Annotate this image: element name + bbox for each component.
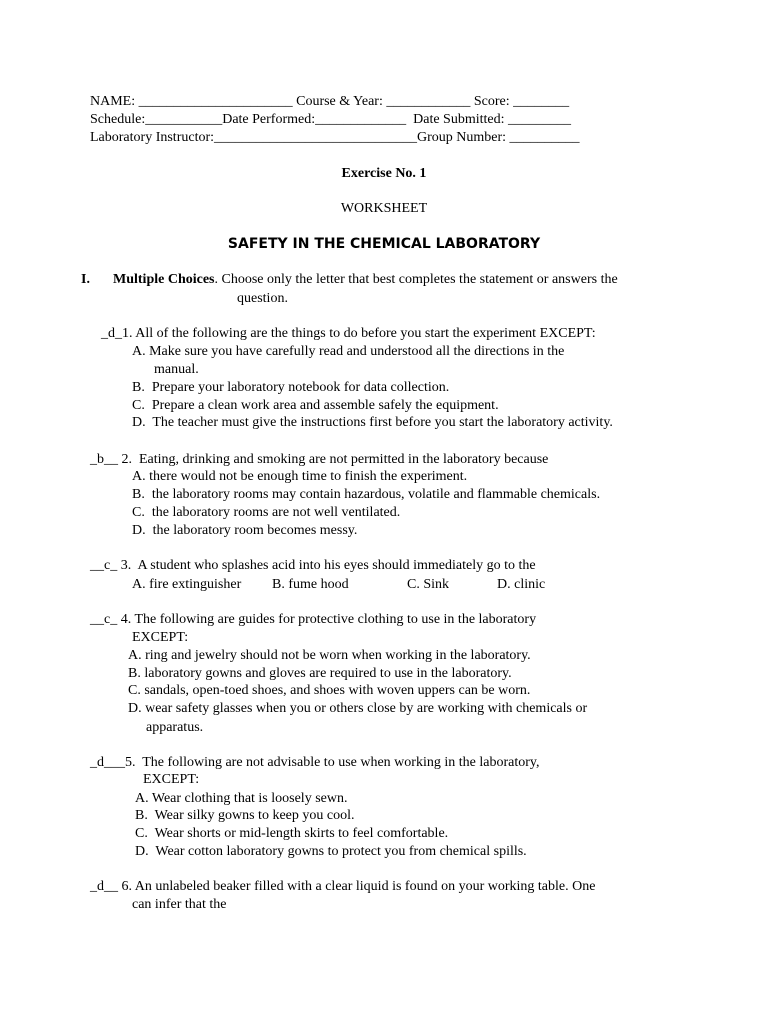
question-1-stem: _d_1. All of the following are the things to do before you start the experiment EXCEPT: [101, 326, 596, 341]
section-numeral: I. [81, 272, 90, 287]
question-6-stem-continued: can infer that the [132, 897, 227, 912]
question-2-choice-d: D. the laboratory room becomes messy. [132, 523, 358, 538]
question-4-choice-d: D. wear safety glasses when you or others close by are working with chemicals or [128, 701, 588, 716]
question-3-choice-b: B. fume hood [272, 577, 349, 592]
question-2-choice-b: B. the laboratory rooms may contain hazardous, volatile and flammable chemicals. [132, 487, 601, 502]
question-5-choice-c: C. Wear shorts or mid-length skirts to feel comfortable. [135, 826, 449, 841]
exercise-number: Exercise No. 1 [341, 166, 427, 181]
question-5-stem-continued: EXCEPT: [143, 772, 200, 787]
section-heading: Multiple Choices [113, 272, 215, 287]
question-1-choice-a-continued: manual. [154, 362, 199, 377]
section-instruction-continued: question. [237, 291, 288, 306]
question-5-choice-b: B. Wear silky gowns to keep you cool. [135, 808, 355, 823]
question-6-stem: _d__ 6. An unlabeled beaker filled with a clear liquid is found on your working table. One [90, 879, 596, 894]
question-1-choice-a: A. Make sure you have carefully read and understood all the directions in the [132, 344, 565, 359]
question-4-stem: __c_ 4. The following are guides for protective clothing to use in the laboratory [90, 612, 537, 627]
question-2-choice-c: C. the laboratory rooms are not well ventilated. [132, 505, 401, 520]
worksheet-title: SAFETY IN THE CHEMICAL LABORATORY [227, 236, 541, 252]
question-5-stem: _d___5. The following are not advisable to use when working in the laboratory, [90, 755, 540, 770]
section-instruction-text: . Choose only the letter that best completes the statement or answers the [214, 272, 618, 287]
question-1-choice-c: C. Prepare a clean work area and assemble safely the equipment. [132, 398, 499, 413]
question-4-choice-a: A. ring and jewelry should not be worn when working in the laboratory. [128, 648, 531, 663]
question-1-choice-b: B. Prepare your laboratory notebook for data collection. [132, 380, 450, 395]
question-5-choice-a: A. Wear clothing that is loosely sewn. [135, 791, 348, 806]
worksheet-heading: WORKSHEET [340, 201, 428, 216]
question-4-choice-b: B. laboratory gowns and gloves are required to use in the laboratory. [128, 666, 512, 681]
question-4-choice-d-continued: apparatus. [146, 720, 204, 735]
question-3-stem: __c_ 3. A student who splashes acid into his eyes should immediately go to the [90, 558, 536, 573]
question-3-choice-a: A. fire extinguisher [132, 577, 242, 592]
question-3-choice-c: C. Sink [407, 577, 450, 592]
question-1-choice-d: D. The teacher must give the instructions first before you start the laboratory activity. [132, 415, 613, 430]
question-4-stem-continued: EXCEPT: [132, 630, 189, 645]
header-line-schedule: Schedule:___________Date Performed:_____________ Date Submitted: _________ [90, 112, 571, 127]
question-4-choice-c: C. sandals, open-toed shoes, and shoes with woven uppers can be worn. [128, 683, 531, 698]
question-5-choice-d: D. Wear cotton laboratory gowns to protect you from chemical spills. [135, 844, 527, 859]
header-line-instructor: Laboratory Instructor:_____________________________Group Number: __________ [90, 130, 580, 145]
question-2-choice-a: A. there would not be enough time to finish the experiment. [132, 469, 468, 484]
question-2-stem: _b__ 2. Eating, drinking and smoking are not permitted in the laboratory because [90, 452, 549, 467]
header-line-name: NAME: ______________________ Course & Year: ____________ Score: ________ [90, 94, 570, 109]
section-instruction [113, 271, 618, 289]
question-3-choice-d: D. clinic [497, 577, 546, 592]
